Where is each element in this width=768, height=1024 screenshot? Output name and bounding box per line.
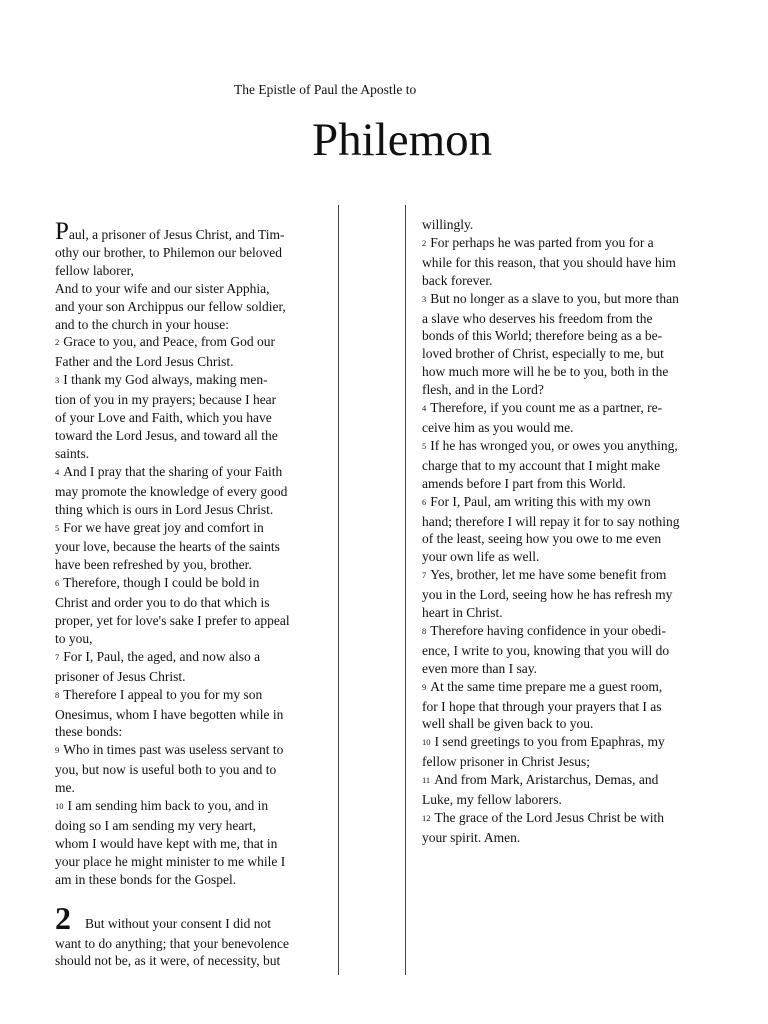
verse-text: charge that to my account that I might make [422,457,661,473]
verse [422,678,722,734]
verse [422,622,722,678]
verse-text: while for this reason, that you should have him [422,254,676,270]
verse [55,648,325,686]
verse-text: well shall be given back to you. [422,716,594,732]
verse-text: If he has wronged you, or owes you anything, [430,437,678,453]
verse-line [422,363,722,381]
verse-line [55,501,325,519]
verse-line [55,706,325,724]
verse-text: bonds of this World; therefore being as a be- [422,328,663,344]
verse-line [422,475,722,493]
verse-line [55,817,325,835]
verse [55,797,325,889]
verse-number: 3 [422,293,427,304]
verse-number: 4 [422,403,427,414]
verse-text: Onesimus, whom I have begotten while in [55,706,284,722]
opening-line-text: aul, a prisoner of Jesus Christ, and Tim- [68,227,285,242]
chapter-gap [55,889,325,907]
verse-text: Therefore having confidence in your obedi- [430,622,667,638]
verse-text: For I, Paul, am writing this with my own [430,493,651,509]
verse-number: 8 [422,625,427,636]
verse [422,399,722,437]
verse-number: 5 [422,440,427,451]
verse-text: a slave who deserves his freedom from the [422,310,653,326]
verse-line [55,371,325,391]
verse-line [422,493,722,513]
verse-number: 2 [55,337,60,348]
verse-line [55,409,325,427]
verse-line [422,829,722,847]
verse-line [55,648,325,668]
verse-text: these bonds: [55,724,123,740]
verse-number: 9 [55,745,60,756]
verse-text: But no longer as a slave to you, but more than [430,290,679,306]
verse-line [55,594,325,612]
verse-text: you in the Lord, seeing how he has refresh my [422,587,673,603]
verse-text: am in these bonds for the Gospel. [55,871,237,887]
verse-line [422,272,722,290]
verse-text: Who in times past was useless servant to [63,742,284,758]
verse-text: The grace of the Lord Jesus Christ be with [434,810,664,825]
verse [422,771,722,809]
verse-line [55,871,325,889]
verse-text: heart in Christ. [422,605,503,621]
verse-line [55,797,325,817]
verse-line [55,427,325,445]
verse-text: proper, yet for love's sake I prefer to appeal [55,613,290,629]
verse-line [422,513,722,531]
verse-line [422,457,722,475]
verse-number: 6 [55,578,60,589]
verse-text: Therefore, if you count me as a partner, re- [430,400,663,416]
verse-text: your spirit. Amen. [422,829,521,845]
text-line: fellow laborer, [55,262,134,278]
verse-text: saints. [55,445,90,461]
verse [422,234,722,290]
verse-number: 10 [55,801,64,812]
verse-text: For perhaps he was parted from you for a [430,234,654,250]
verse [422,566,722,622]
verse-line [55,519,325,539]
verse-text: for I hope that through your prayers that I as [422,698,662,714]
verse-number: 10 [422,737,431,748]
verse-line [55,445,325,463]
verse [422,290,722,399]
verse-text: of your Love and Faith, which you have [55,410,272,426]
verse-text: whom I would have kept with me, that in [55,835,278,851]
verse-text: back forever. [422,272,493,288]
verse [55,574,325,648]
verse-line [422,437,722,457]
verse-text: Christ and order you to do that which is [55,595,270,611]
verse-text: Therefore, though I could be bold in [63,575,260,591]
verse-text: even more than I say. [422,660,537,676]
verse-line [422,254,722,272]
verse [55,463,325,519]
chapter-number: 2 [55,899,71,936]
verse-number: 9 [422,681,427,692]
verse-text: Father and the Lord Jesus Christ. [55,354,234,370]
verse-text: And from Mark, Aristarchus, Demas, and [434,772,659,788]
verse-number: 7 [422,570,427,581]
verse [55,741,325,797]
verse-text: For we have great joy and comfort in [63,519,264,535]
chapter-2 [55,899,325,971]
verse-line [422,310,722,328]
verse-line [422,586,722,604]
verse-text: fellow prisoner in Christ Jesus; [422,754,590,770]
verse-line [55,574,325,594]
verse-number: 11 [422,775,431,786]
verse-text: of the least, seeing how you owe to me even [422,531,662,547]
verse-line [422,548,722,566]
opening-line [55,218,325,245]
verse [55,686,325,742]
verse-line [422,791,722,809]
verse-text: loved brother of Christ, especially to me, but [422,346,664,362]
verse-text: I thank my God always, making men- [63,372,268,388]
verse-text: thing which is ours in Lord Jesus Christ. [55,501,274,517]
text-line: and to the church in your house: [55,316,229,332]
verse-text: you, but now is useful both to you and to [55,762,277,778]
verse-line [422,419,722,437]
verse-number: 7 [55,651,60,662]
verse-line [422,733,722,753]
verse-text: your place he might minister to me while I [55,853,286,869]
verse-text: may promote the knowledge of every good [55,483,288,499]
verse-text: me. [55,780,75,796]
verse-line [422,771,722,791]
verse-text: prisoner of Jesus Christ. [55,668,186,684]
verse-line [422,345,722,363]
verse-text: For I, Paul, the aged, and now also a [63,648,261,664]
left-column [55,218,325,970]
verse-text: your own life as well. [422,549,540,565]
verse-line [422,753,722,771]
verse-text: how much more will he be to you, both in the [422,364,669,380]
verse-line [55,668,325,686]
verse-number: 3 [55,375,60,386]
verse-text: toward the Lord Jesus, and toward all the [55,427,278,443]
verse [422,437,722,493]
verse-line [55,353,325,371]
verse-line [422,698,722,716]
verse-text: flesh, and in the Lord? [422,382,544,398]
verse-line [422,234,722,254]
verse-line [422,622,722,642]
verse-line [422,566,722,586]
verse-number: 4 [55,466,60,477]
text-line: want to do anything; that your benevolence [55,935,289,951]
verse-line [422,642,722,660]
chapter-lines [55,935,325,971]
verse-text: amends before I part from this World. [422,475,626,491]
verse-number: 8 [55,689,60,700]
verse-text: Therefore I appeal to you for my son [63,686,263,702]
verse-number: 2 [422,237,427,248]
verse [55,519,325,575]
verse-text: Yes, brother, let me have some benefit from [430,567,667,583]
verse-line [55,538,325,556]
verse-number: 12 [422,813,431,823]
text-line: should not be, as it were, of necessity, but [55,953,281,969]
verse-line [55,723,325,741]
chapter-first-line [55,899,325,936]
verse-text: tion of you in my prayers; because I hear [55,392,277,408]
verse-line [55,853,325,871]
verse-line [55,686,325,706]
verse-text: doing so I am sending my very heart, [55,818,256,833]
verse-line [55,463,325,483]
verse-text: hand; therefore I will repay it for to say nothing [422,513,680,529]
verse-line [422,604,722,622]
verse-text: to you, [55,630,93,646]
right-column [422,216,722,847]
verse-number: 5 [55,522,60,533]
column-rule-left [338,205,339,975]
text-line: othy our brother, to Philemon our beloved [55,244,283,260]
verse-line [422,715,722,733]
verse-line [55,556,325,574]
continued-line: willingly. [422,217,474,232]
verse-line [422,381,722,399]
verse-text: I send greetings to you from Epaphras, my [434,734,665,750]
verse-text: And I pray that the sharing of your Faith [63,463,283,479]
verse-text: Luke, my fellow laborers. [422,792,562,808]
opening-lines [55,244,325,334]
verse-line [422,678,722,698]
column-rule-right [405,205,406,975]
verse-text: have been refreshed by you, brother. [55,557,252,573]
verse-line [55,741,325,761]
verse-text: ceive him as you would me. [422,419,574,435]
verse-line [422,290,722,310]
book-subtitle: The Epistle of Paul the Apostle to [234,82,417,97]
verse-line [55,835,325,853]
verse-line [422,327,722,345]
verse [422,493,722,567]
verse-text: Grace to you, and Peace, from God our [63,334,276,350]
verse-line [422,399,722,419]
verse [55,333,325,371]
verse [422,733,722,771]
right-verses [422,234,722,847]
chapter-first-line-text: But without your consent I did not [85,915,271,931]
verse-line [55,761,325,779]
text-line: and your son Archippus our fellow soldier, [55,298,286,314]
verse-line [422,530,722,548]
verse-line [422,809,722,829]
verse-line [55,779,325,797]
verse-line [55,612,325,630]
verse-line [55,483,325,501]
book-title: Philemon [312,114,493,166]
verse-text: At the same time prepare me a guest room, [430,678,663,694]
verse-line [422,660,722,678]
verse-line [55,391,325,409]
verse-line [55,630,325,648]
verse-text: I am sending him back to you, and in [67,798,269,814]
verse [55,371,325,463]
verse [422,809,722,847]
text-line: And to your wife and our sister Apphia, [55,280,270,296]
left-verses [55,333,325,888]
verse-text: your love, because the hearts of the saints [55,539,280,555]
drop-cap: P [55,218,69,245]
verse-line [55,333,325,353]
verse-number: 6 [422,496,427,507]
verse-text: ence, I write to you, knowing that you will do [422,642,670,658]
